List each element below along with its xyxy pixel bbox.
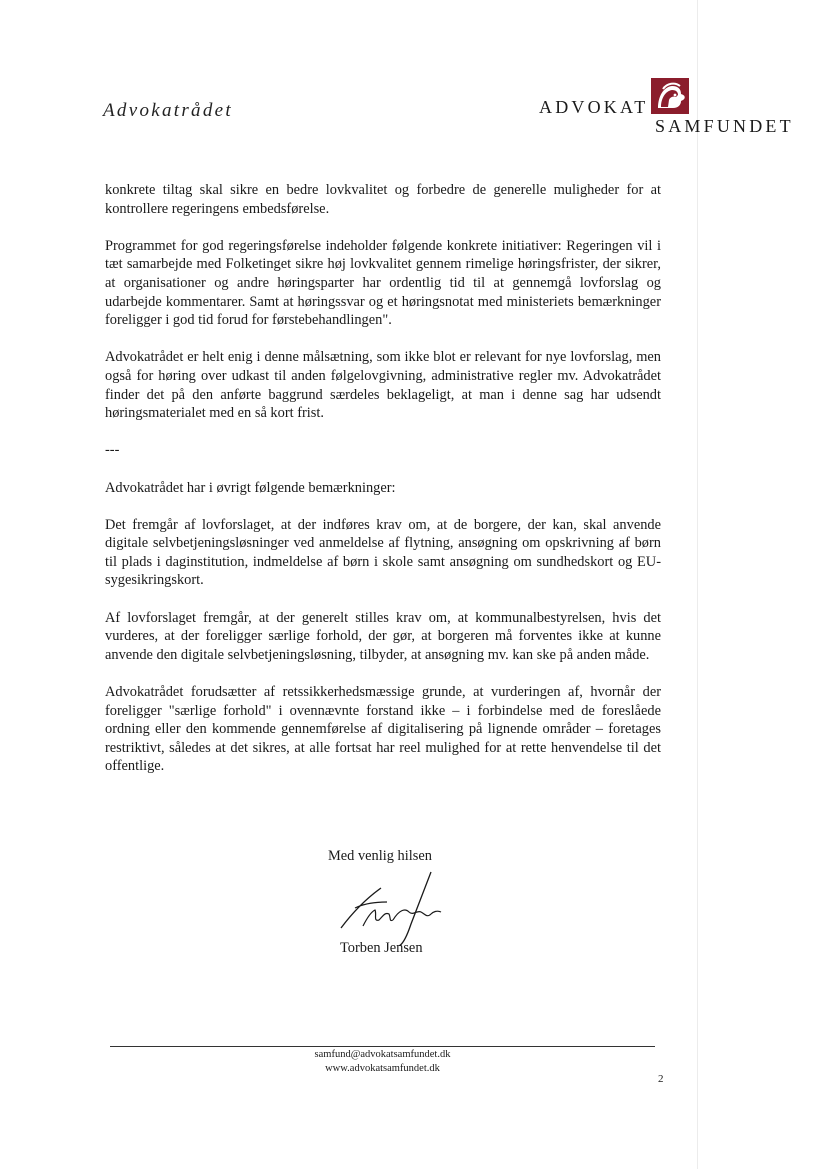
body-paragraph: Advokatrådet forudsætter af retssikkerhedsmæssige grunde, at vurderingen af, hvornår der foreligger "særlige forhold" i ovennævnte forstand ikke – i forbindelse med de foreslåede ordning eller den kommende gennemførelse af digitalisering på lignende områder – foretages restriktivt, således at det sikres, at alle fortsat har reel mulighed for at rette henvendelse til det offentlige. xyxy=(105,684,661,775)
letter-body xyxy=(105,181,661,795)
body-paragraph: Advokatrådet er helt enig i denne målsætning, som ikke blot er relevant for nye lovforslag, men også for høring over udkast til anden følgelovgivning, administrative regler mv. Advokatrådet finder det på den anførte baggrund særdeles beklageligt, at man i denne sag har udsendt høringsmaterialet med en så kort frist. xyxy=(105,349,661,422)
body-paragraph: Advokatrådet har i øvrigt følgende bemærkninger: xyxy=(105,479,396,496)
footer-contact xyxy=(110,1048,655,1075)
footer-website: www.advokatsamfundet.dk xyxy=(325,1062,440,1074)
signer-name: Torben Jensen xyxy=(340,940,423,956)
body-paragraph: konkrete tiltag skal sikre en bedre lovkvalitet og forbedre de generelle muligheder for at kontrollere regeringens embedsførelse. xyxy=(105,182,661,217)
body-paragraph: Programmet for god regeringsførelse indeholder følgende konkrete initiativer: Regeringen vil i tæt samarbejde med Folketinget sikre høj lovkvalitet gennem rimelige høringsfrister, der sikrer, at organisationer og andre høringsparter har ordentlig tid til at gennemgå lovforslag og udarbejde kommentarer. Samt at høringssvar og et høringsnotat med ministeriets bemærkninger foreligger i god tid forud for førstebehandlingen". xyxy=(105,237,661,329)
closing-greeting: Med venlig hilsen xyxy=(328,848,432,864)
handwritten-signature xyxy=(333,866,448,946)
footer-email: samfund@advokatsamfundet.dk xyxy=(314,1049,451,1060)
footer-divider xyxy=(110,1046,655,1047)
header-title: Advokatrådet xyxy=(103,100,233,121)
page-number: 2 xyxy=(658,1073,664,1085)
body-paragraph: Det fremgår af lovforslaget, at der indføres krav om, at de borgere, der kan, skal anvende digitale selvbetjeningsløsninger ved anmeldelse af flytning, ansøgning om opskrivning af børn til plads i daginstitution, indmeldelse af børn i skole samt ansøgning om sundhedskort og EU-sygesikringskort. xyxy=(105,516,661,589)
advokatsamfundet-logo xyxy=(539,78,799,138)
logo-text-line2: SAMFUNDET xyxy=(655,116,794,136)
section-divider: --- xyxy=(105,442,120,459)
body-paragraph: Af lovforslaget fremgår, at der generelt stilles krav om, at kommunalbestyrelsen, hvis det vurderes, at der foreligger særlige forhold, der gør, at borgeren må forventes ikke at kunne anvende den digitale selvbetjeningsløsning, tilbyder, at ansøgning mv. kan ske på anden måde. xyxy=(105,609,661,663)
scan-edge-line xyxy=(697,0,698,1169)
helmeted-head-emblem-icon xyxy=(651,78,689,114)
logo-text-line1: ADVOKAT xyxy=(539,97,649,117)
